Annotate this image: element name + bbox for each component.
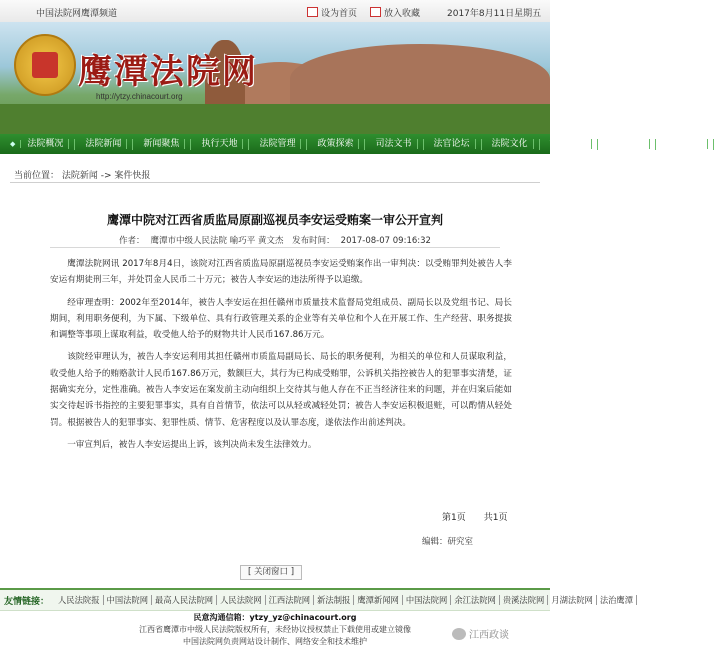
link-item[interactable]: 余江法院网: [451, 595, 500, 605]
links-label: 友情链接：: [4, 596, 50, 607]
nav-item-11[interactable]: 法律法规: [656, 139, 714, 150]
nav-item-3[interactable]: 执行天地: [191, 139, 249, 150]
divider: [10, 182, 540, 183]
court-emblem-icon: [14, 34, 76, 96]
banner-trees: [0, 104, 550, 134]
nav-item-2[interactable]: 新闻聚焦: [133, 139, 191, 150]
footer-copyright: 江西省鹰潭市中级人民法院版权所有，未经协议授权禁止下载使用或建立镜像: [139, 625, 411, 634]
footer-mailbox: 民意沟通信箱：ytzy_yz@chinacourt.org: [193, 613, 357, 622]
breadcrumb-path[interactable]: 法院新闻 -> 案件快报: [61, 171, 151, 181]
nav-item-7[interactable]: 法官论坛: [424, 139, 482, 150]
breadcrumb: [14, 168, 150, 181]
friend-links: [0, 588, 634, 611]
article-paragraph: 鹰潭法院网讯 2017年8月4日，该院对江西省质监局原副巡视员李安运受贿案作出一审判决：以受贿罪判处被告人李安运有期徒刑三年，并处罚金人民币二十万元；被告人李安运的违法所得予以追缴。: [50, 259, 512, 286]
link-item[interactable]: 贵溪法院网: [500, 595, 549, 605]
nav-item-4[interactable]: 法院管理: [249, 139, 307, 150]
breadcrumb-label: 当前位置：: [14, 171, 60, 181]
publish-time: 2017-08-07 09:16:32: [340, 236, 431, 246]
divider: [50, 247, 500, 248]
link-item[interactable]: 新法制报: [314, 595, 354, 605]
link-item[interactable]: 鹰潭新闻网: [354, 595, 403, 605]
nav-item-9[interactable]: 审务公开: [540, 139, 598, 150]
main-nav: [0, 134, 702, 154]
wechat-icon: [452, 628, 466, 640]
current-date: 2017年8月11日星期五: [447, 9, 542, 19]
time-label: 发布时间：: [292, 236, 335, 246]
set-homepage-link[interactable]: 设为首页: [307, 6, 357, 19]
article-meta: [0, 234, 550, 246]
nav-item-5[interactable]: 政策探索: [307, 139, 365, 150]
site-name: 中国法院网鹰潭频道: [36, 9, 118, 19]
top-bar: [0, 0, 550, 23]
article-paragraph: 经审理查明：2002年至2014年，被告人李安运在担任赣州市质量技术监督局党组成员、副局长以及党组书记、局长期间，利用职务便利，为下属、下级单位、具有行政管理关系的企业等有关单位和个人在开展工作、生产经营、职务提拔和调整等事项上谋取利益，收受他人给予的财物共计人民币167.86万元。: [50, 297, 512, 341]
add-favorite-link[interactable]: 放入收藏: [370, 6, 420, 19]
nav-item-0[interactable]: ◆ 法院概况: [0, 139, 75, 150]
close-window-button[interactable]: [ 关闭窗口 ]: [240, 565, 302, 580]
nav-item-1[interactable]: 法院新闻: [75, 139, 133, 150]
article-body: [50, 256, 512, 459]
site-title: 鹰潭法院网: [78, 52, 258, 92]
wechat-watermark: 江西政谈: [452, 626, 509, 641]
home-icon: [307, 7, 318, 17]
footer-tech: 中国法院网负责网站设计制作、网络安全和技术维护: [183, 637, 367, 646]
article-paragraph: 一审宣判后，被告人李安运提出上诉，该判决尚未发生法律效力。: [67, 439, 317, 450]
link-item[interactable]: 最高人民法院网: [152, 595, 217, 605]
link-item[interactable]: 中国法院网: [403, 595, 452, 605]
nav-item-6[interactable]: 司法文书: [365, 139, 423, 150]
author: 鹰潭市中级人民法院 喻巧平 黄文杰: [150, 236, 284, 246]
article-title: 鹰潭中院对江西省质监局原副巡视员李安运受贿案一审公开宣判: [106, 213, 443, 227]
page-total: 共1页: [483, 513, 508, 523]
author-label: 作者：: [119, 236, 145, 246]
nav-item-8[interactable]: 法院文化: [482, 139, 540, 150]
link-item[interactable]: 月湖法院网: [548, 595, 597, 605]
link-item[interactable]: 中国法院网: [104, 595, 153, 605]
site-url: http://ytzy.chinacourt.org: [96, 92, 183, 101]
page-current[interactable]: 第1页: [442, 513, 466, 523]
link-item[interactable]: 人民法院报: [55, 595, 104, 605]
link-item[interactable]: 法治鹰潭: [597, 595, 637, 605]
nav-item-10[interactable]: 山水鹰潭: [598, 139, 656, 150]
link-item[interactable]: 江西法院网: [266, 595, 315, 605]
editor: 编辑：研究室: [422, 537, 474, 547]
article-paragraph: 该院经审理认为，被告人李安运利用其担任赣州市质监局副局长、局长的职务便利，为相关的单位和人员谋取利益，收受他人给予的贿赂款计人民币167.86万元，数额巨大，其行为已构成受贿罪，公诉机关指控被告人的犯罪事实清楚，证据确实充分，定性准确。被告人李安运在案发前主动向组织上交待其与他人存在不正当经济往来的问题，并在归案后能如实交待起诉书指控的主要犯罪事实，具有自首情节，依法可以从轻或减轻处罚；被告人李安运积极退赃，可以酌情从轻处罚。根据被告人的犯罪事实、犯罪性质、情节、危害程度以及认罪态度，遂依法作出前述判决。: [50, 352, 512, 428]
favorite-icon: [370, 7, 381, 17]
site-banner: [0, 22, 550, 134]
pager: [442, 510, 525, 523]
link-item[interactable]: 人民法院网: [217, 595, 266, 605]
